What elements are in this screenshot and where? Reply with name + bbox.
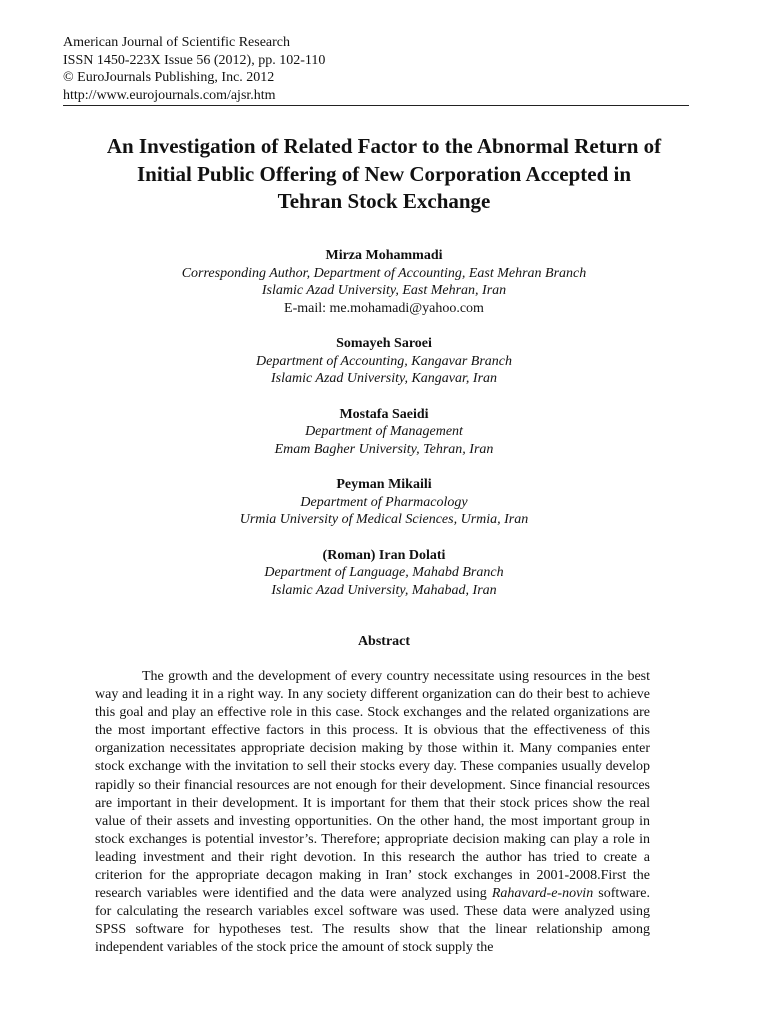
author-block-5 — [40, 547, 728, 600]
abstract-text-part-2: software. for calculating the research variables excel software was used. These data were analyzed using SPSS software for hypotheses test. The results show that the linear relationship among independent variables of the stock price the amount of stock supply the — [95, 886, 650, 956]
author-block-1 — [40, 247, 728, 317]
journal-issn-issue: ISSN 1450-223X Issue 56 (2012), pp. 102-110 — [63, 52, 326, 68]
author-block-2 — [40, 335, 728, 388]
author-affiliation: Islamic Azad University, Kangavar, Iran — [270, 371, 498, 386]
author-block-3 — [40, 406, 728, 459]
journal-url[interactable]: http://www.eurojournals.com/ajsr.htm — [63, 87, 276, 103]
author-affiliation: Islamic Azad University, Mahabad, Iran — [271, 582, 497, 598]
author-affiliation: Corresponding Author, Department of Accounting, East Mehran Branch — [181, 265, 587, 281]
journal-copyright: © EuroJournals Publishing, Inc. 2012 — [63, 70, 275, 85]
author-name: Peyman Mikaili — [336, 477, 432, 492]
author-name: Mostafa Saeidi — [339, 406, 429, 422]
journal-name: American Journal of Scientific Research — [63, 35, 291, 50]
title-line-3: Tehran Stock Exchange — [277, 189, 491, 213]
author-affiliation: Urmia University of Medical Sciences, Urmia, Iran — [239, 512, 529, 527]
journal-header — [63, 34, 325, 104]
title-line-2: Initial Public Offering of New Corporation Accepted in — [136, 161, 632, 186]
author-affiliation: Department of Language, Mahabd Branch — [264, 565, 504, 580]
author-name: Somayeh Saroei — [336, 336, 432, 351]
abstract-body — [95, 668, 650, 958]
author-name: (Roman) Iran Dolati — [322, 547, 446, 563]
author-affiliation: Department of Management — [305, 424, 463, 439]
author-affiliation: Department of Pharmacology — [300, 494, 468, 510]
abstract-text-part-1: The growth and the development of every country necessitate using resources in the best way and leading it in a right way. In any society different organization can do their best to achieve this goal and play an effective role in this case. Stock exchanges and the related organizations are the most important effective factors in this process. It is obvious that the effectiveness of this organization necessitates appropriate decision making by those within it. Many companies enter stock exchange with the invitation to sell their stocks every day. These companies usually develop rapidly so their financial resources are not enough for their development. Since financial resources are important in their development. It is important for them that their stock prices show the real value of their assets and investing opportunities. On the other hand, the most important group in stock exchanges is potential investor’s. Therefore; appropriate decision making can play a role in leading investment and their right devotion. In this research the author has tried to create a criterion for the appropriate decagon making in Iran’ stock exchanges in 2001-2008.First the research variables were identified and the data were analyzed using — [95, 669, 650, 902]
author-list — [40, 247, 728, 617]
abstract-software-name: Rahavard-e-novin — [491, 886, 594, 902]
author-affiliation: Islamic Azad University, East Mehran, Iran — [261, 283, 507, 298]
author-name: Mirza Mohammadi — [325, 248, 443, 263]
author-email[interactable]: E-mail: me.mohamadi@yahoo.com — [284, 300, 484, 316]
header-divider — [63, 105, 689, 106]
paper-title — [40, 133, 728, 216]
author-affiliation: Emam Bagher University, Tehran, Iran — [274, 441, 494, 457]
abstract-heading: Abstract — [357, 634, 411, 649]
author-affiliation: Department of Accounting, Kangavar Branch — [256, 353, 512, 369]
title-line-1: An Investigation of Related Factor to the Abnormal Return of — [106, 134, 662, 158]
author-block-4 — [40, 476, 728, 529]
